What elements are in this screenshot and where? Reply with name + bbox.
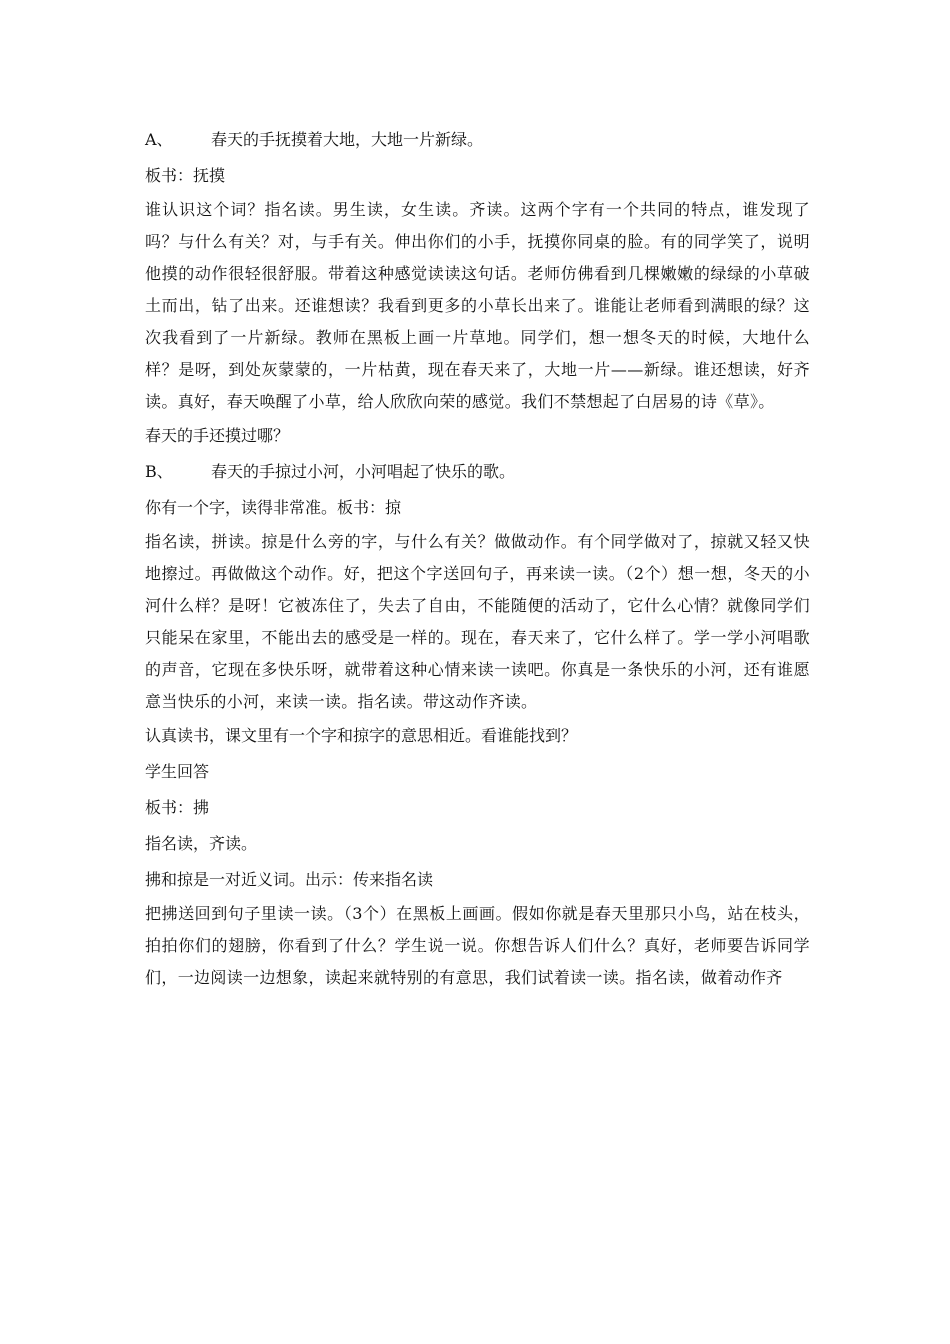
item-b-text: 春天的手掠过小河，小河唱起了快乐的歌。: [211, 462, 516, 481]
item-a-marker: A、: [145, 130, 173, 149]
item-a: [145, 122, 810, 158]
line-7: 拂和掠是一对近义词。出示：传来指名读: [145, 870, 434, 889]
paragraph-2: 指名读，拼读。掠是什么旁的字，与什么有关？做做动作。有个同学做对了，掠就又轻又快地擦过。再做做这个动作。好，把这个字送回句子，再来读一读。（2个）想一想，冬天的小河什么样？是呀！它被冻住了，失去了自由，不能随便的活动了，它什么心情？就像同学们只能呆在家里，不能出去的感受是一样的。现在，春天来了，它什么样了。学一学小河唱歌的声音，它现在多快乐呀，就带着这种心情来读一读吧。你真是一条快乐的小河，还有谁愿意当快乐的小河，来读一读。指名读。带这动作齐读。: [145, 532, 810, 711]
line-5: 板书：拂: [145, 798, 210, 817]
line-3: 认真读书，课文里有一个字和掠字的意思相近。看谁能找到？: [145, 726, 578, 745]
item-b: [145, 454, 810, 490]
question-1: 春天的手还摸过哪？: [145, 426, 290, 445]
line-4: 学生回答: [145, 762, 210, 781]
board-note-1: 板书：抚摸: [145, 166, 226, 185]
paragraph-3: 把拂送回到句子里读一读。（3个）在黑板上画画。假如你就是春天里那只小鸟，站在枝头，拍拍你们的翅膀，你看到了什么？学生说一说。你想告诉人们什么？真好，老师要告诉同学们，一边阅读一边想象，读起来就特别的有意思，我们试着读一读。指名读，做着动作齐: [145, 904, 810, 987]
line-6: 指名读，齐读。: [145, 834, 258, 853]
item-a-text: 春天的手抚摸着大地，大地一片新绿。: [211, 130, 484, 149]
document-page: [145, 122, 810, 994]
board-note-2: 你有一个字，读得非常准。板书：掠: [145, 498, 402, 517]
item-b-marker: B、: [145, 462, 173, 481]
paragraph-1: 谁认识这个词？指名读。男生读，女生读。齐读。这两个字有一个共同的特点，谁发现了吗？与什么有关？对，与手有关。伸出你们的小手，抚摸你同桌的脸。有的同学笑了，说明他摸的动作很轻很舒服。带着这种感觉读读这句话。老师仿佛看到几棵嫩嫩的绿绿的小草破土而出，钻了出来。还谁想读？我看到更多的小草长出来了。谁能让老师看到满眼的绿？这次我看到了一片新绿。教师在黑板上画一片草地。同学们，想一想冬天的时候，大地什么样？是呀，到处灰蒙蒙的，一片枯黄，现在春天来了，大地一片——新绿。谁还想读，好齐读。真好，春天唤醒了小草，给人欣欣向荣的感觉。我们不禁想起了白居易的诗《草》。: [145, 200, 810, 411]
